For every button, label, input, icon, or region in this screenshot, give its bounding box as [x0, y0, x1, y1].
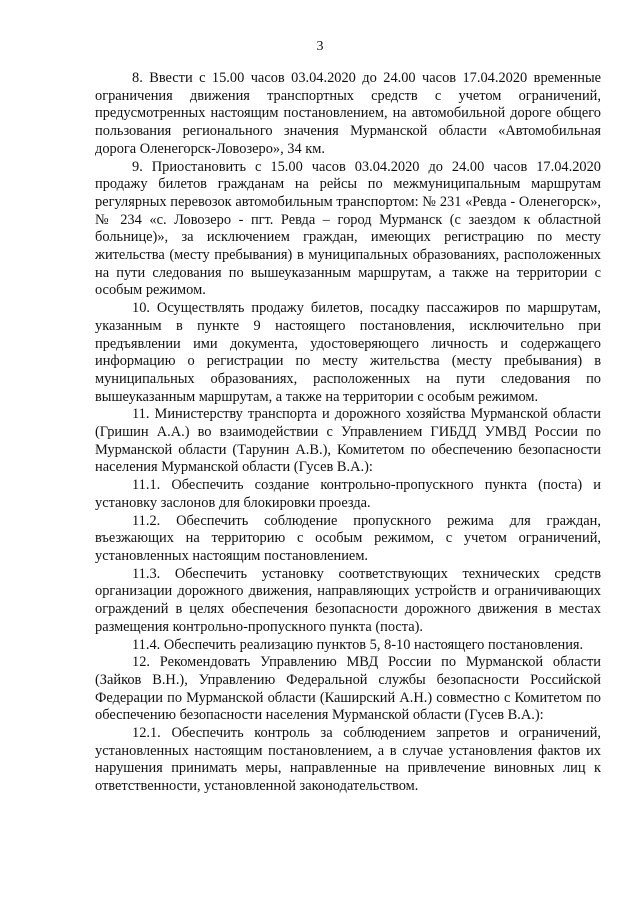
paragraph-12: 12. Рекомендовать Управлению МВД России по Мурманской области (Зайков В.Н.), Управлению Федеральной службы безопасности Российской Федерации по Мурманской области (Каширский А.Н.) совместно с Комитетом по обеспечению безопасности населения Мурманской области (Гусев В.А.):	[95, 654, 601, 724]
paragraph-11-4: 11.4. Обеспечить реализацию пунктов 5, 8-10 настоящего постановления.	[132, 636, 584, 653]
paragraph-11-1: 11.1. Обеспечить создание контрольно-пропускного пункта (поста) и установку заслонов для блокировки проезда.	[95, 477, 601, 511]
paragraph-10: 10. Осуществлять продажу билетов, посадку пассажиров по маршрутам, указанным в пункте 9 настоящего постановления, исключительно при предъявлении ими документа, удостоверяющего личность и содержащего информацию о регистрации по месту жительства (месту пребывания) в муниципальных образованиях, расположенных на пути следования по вышеуказанным маршрутам, а также на территории с особым режимом.	[95, 300, 601, 405]
paragraph-11-2: 11.2. Обеспечить соблюдение пропускного режима для граждан, въезжающих на территорию с особым режимом, с учетом ограничений, установленных настоящим постановлением.	[95, 512, 601, 564]
document-body	[95, 70, 601, 796]
page-number: 3	[316, 39, 324, 54]
paragraph-8: 8. Ввести с 15.00 часов 03.04.2020 до 24.00 часов 17.04.2020 временные ограничения движения транспортных средств с учетом ограничений, предусмотренных настоящим постановлением, на автомобильной дороге общего пользования регионального значения Мурманской области «Автомобильная дорога Оленегорск-Ловозеро», 34 км.	[95, 70, 601, 157]
paragraph-12-1: 12.1. Обеспечить контроль за соблюдением запретов и ограничений, установленных настоящим постановлением, а в случае установления фактов их нарушения принимать меры, направленные на привлечение виновных лиц к ответственности, установленной законодательством.	[95, 725, 601, 795]
paragraph-11: 11. Министерству транспорта и дорожного хозяйства Мурманской области (Гришин А.А.) во взаимодействии с Управлением ГИБДД УМВД России по Мурманской области (Тарунин А.В.), Комитетом по обеспечению безопасности населения Мурманской области (Гусев В.А.):	[95, 406, 601, 476]
paragraph-11-3: 11.3. Обеспечить установку соответствующих технических средств организации дорожного движения, направляющих устройств и ограничивающих ограждений в целях обеспечения безопасности дорожного движения в местах размещения контрольно-пропускного пункта (поста).	[95, 565, 601, 635]
paragraph-9: 9. Приостановить с 15.00 часов 03.04.2020 до 24.00 часов 17.04.2020 продажу билетов гражданам на рейсы по межмуниципальным маршрутам регулярных перевозок автомобильным транспортом: № 231 «Ревда - Оленегорск», № 234 «с. Ловозеро - пгт. Ревда – город Мурманск (с заездом к областной больнице)», за исключением граждан, имеющих регистрацию по месту жительства (месту пребывания) в муниципальных образованиях, расположенных на пути следования по вышеуказанным маршрутам, а также на территории с особым режимом.	[95, 158, 601, 299]
